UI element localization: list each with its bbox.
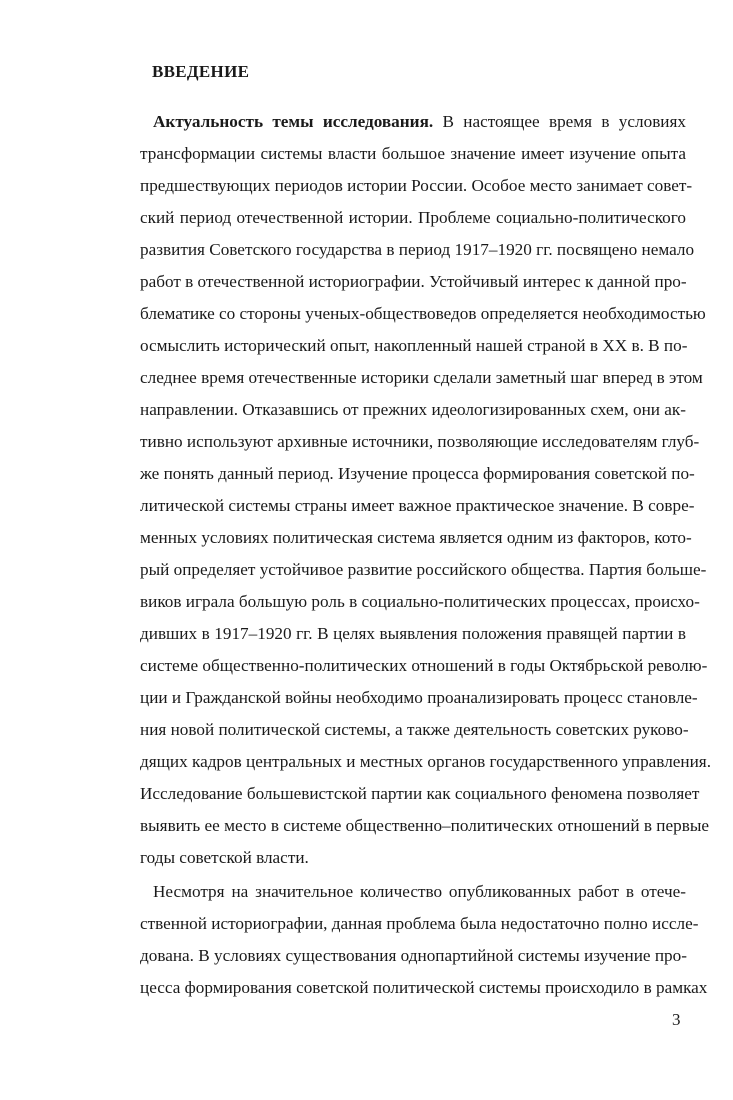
paragraph-1-line: следнее время отечественные историки сделали заметный шаг вперед в этом (140, 368, 703, 387)
paragraph-1-line: тивно используют архивные источники, позволяющие исследователям глуб- (140, 432, 700, 451)
paragraph-1-line: дивших в 1917–1920 гг. В целях выявления положения правящей партии в (140, 624, 686, 643)
paragraph-1-line: выявить ее место в системе общественно–политических отношений в первые (140, 816, 709, 835)
paragraph-1-line: трансформации системы власти большое значение имеет изучение опыта (140, 144, 686, 163)
page-number: 3 (672, 1010, 681, 1029)
paragraph-1-line: рый определяет устойчивое развитие российского общества. Партия больше- (140, 560, 707, 579)
section-heading: ВВЕДЕНИЕ (152, 62, 250, 81)
paragraph-2-line: ственной историографии, данная проблема была недостаточно полно иссле- (140, 914, 699, 933)
paragraph-1-line: блематике со стороны ученых-обществоведов определяется необходимостью (140, 304, 706, 323)
paragraph-1-line: виков играла большую роль в социально-политических процессах, происхо- (140, 592, 700, 611)
paragraph-1-line: ции и Гражданской войны необходимо проанализировать процесс становле- (140, 688, 698, 707)
paragraph-1-line: годы советской власти. (140, 848, 309, 867)
paragraph-1-line: дящих кадров центральных и местных органов государственного управления. (140, 752, 711, 771)
paragraph-1-line: ния новой политической системы, а также деятельность советских руково- (140, 720, 689, 739)
paragraph-1-line: развития Советского государства в период 1917–1920 гг. посвящено немало (140, 240, 695, 259)
paragraph-1-line-1-rest: В настоящее время в условиях (433, 112, 687, 131)
paragraph-1-line: менных условиях политическая система является одним из факторов, кото- (140, 528, 692, 547)
paragraph-1-line: осмыслить исторический опыт, накопленный нашей страной в XX в. В по- (140, 336, 688, 355)
paragraph-1-line: ский период отечественной истории. Проблеме социально-политического (140, 208, 686, 227)
paragraph-1-line: литической системы страны имеет важное практическое значение. В совре- (140, 496, 695, 515)
paragraph-1-line: предшествующих периодов истории России. Особое место занимает совет- (140, 176, 693, 195)
paragraph-2-line: Несмотря на значительное количество опубликованных работ в отече- (153, 882, 686, 901)
paragraph-2-line: дована. В условиях существования однопартийной системы изучение про- (140, 946, 687, 965)
paragraph-1-line: Исследование большевистской партии как социального феномена позволяет (140, 784, 700, 803)
paragraph-2-line: цесса формирования советской политической системы происходило в рамках (140, 978, 708, 997)
paragraph-1-lead: Актуальность темы исследования. (153, 112, 434, 131)
paragraph-1-line: же понять данный период. Изучение процесса формирования советской по- (140, 464, 695, 483)
paragraph-1-line: работ в отечественной историографии. Устойчивый интерес к данной про- (140, 272, 687, 291)
paragraph-1-line: направлении. Отказавшись от прежних идеологизированных схем, они ак- (140, 400, 686, 419)
paragraph-1-line-1 (153, 112, 686, 132)
paragraph-1-line: системе общественно-политических отношений в годы Октябрьской револю- (140, 656, 708, 675)
